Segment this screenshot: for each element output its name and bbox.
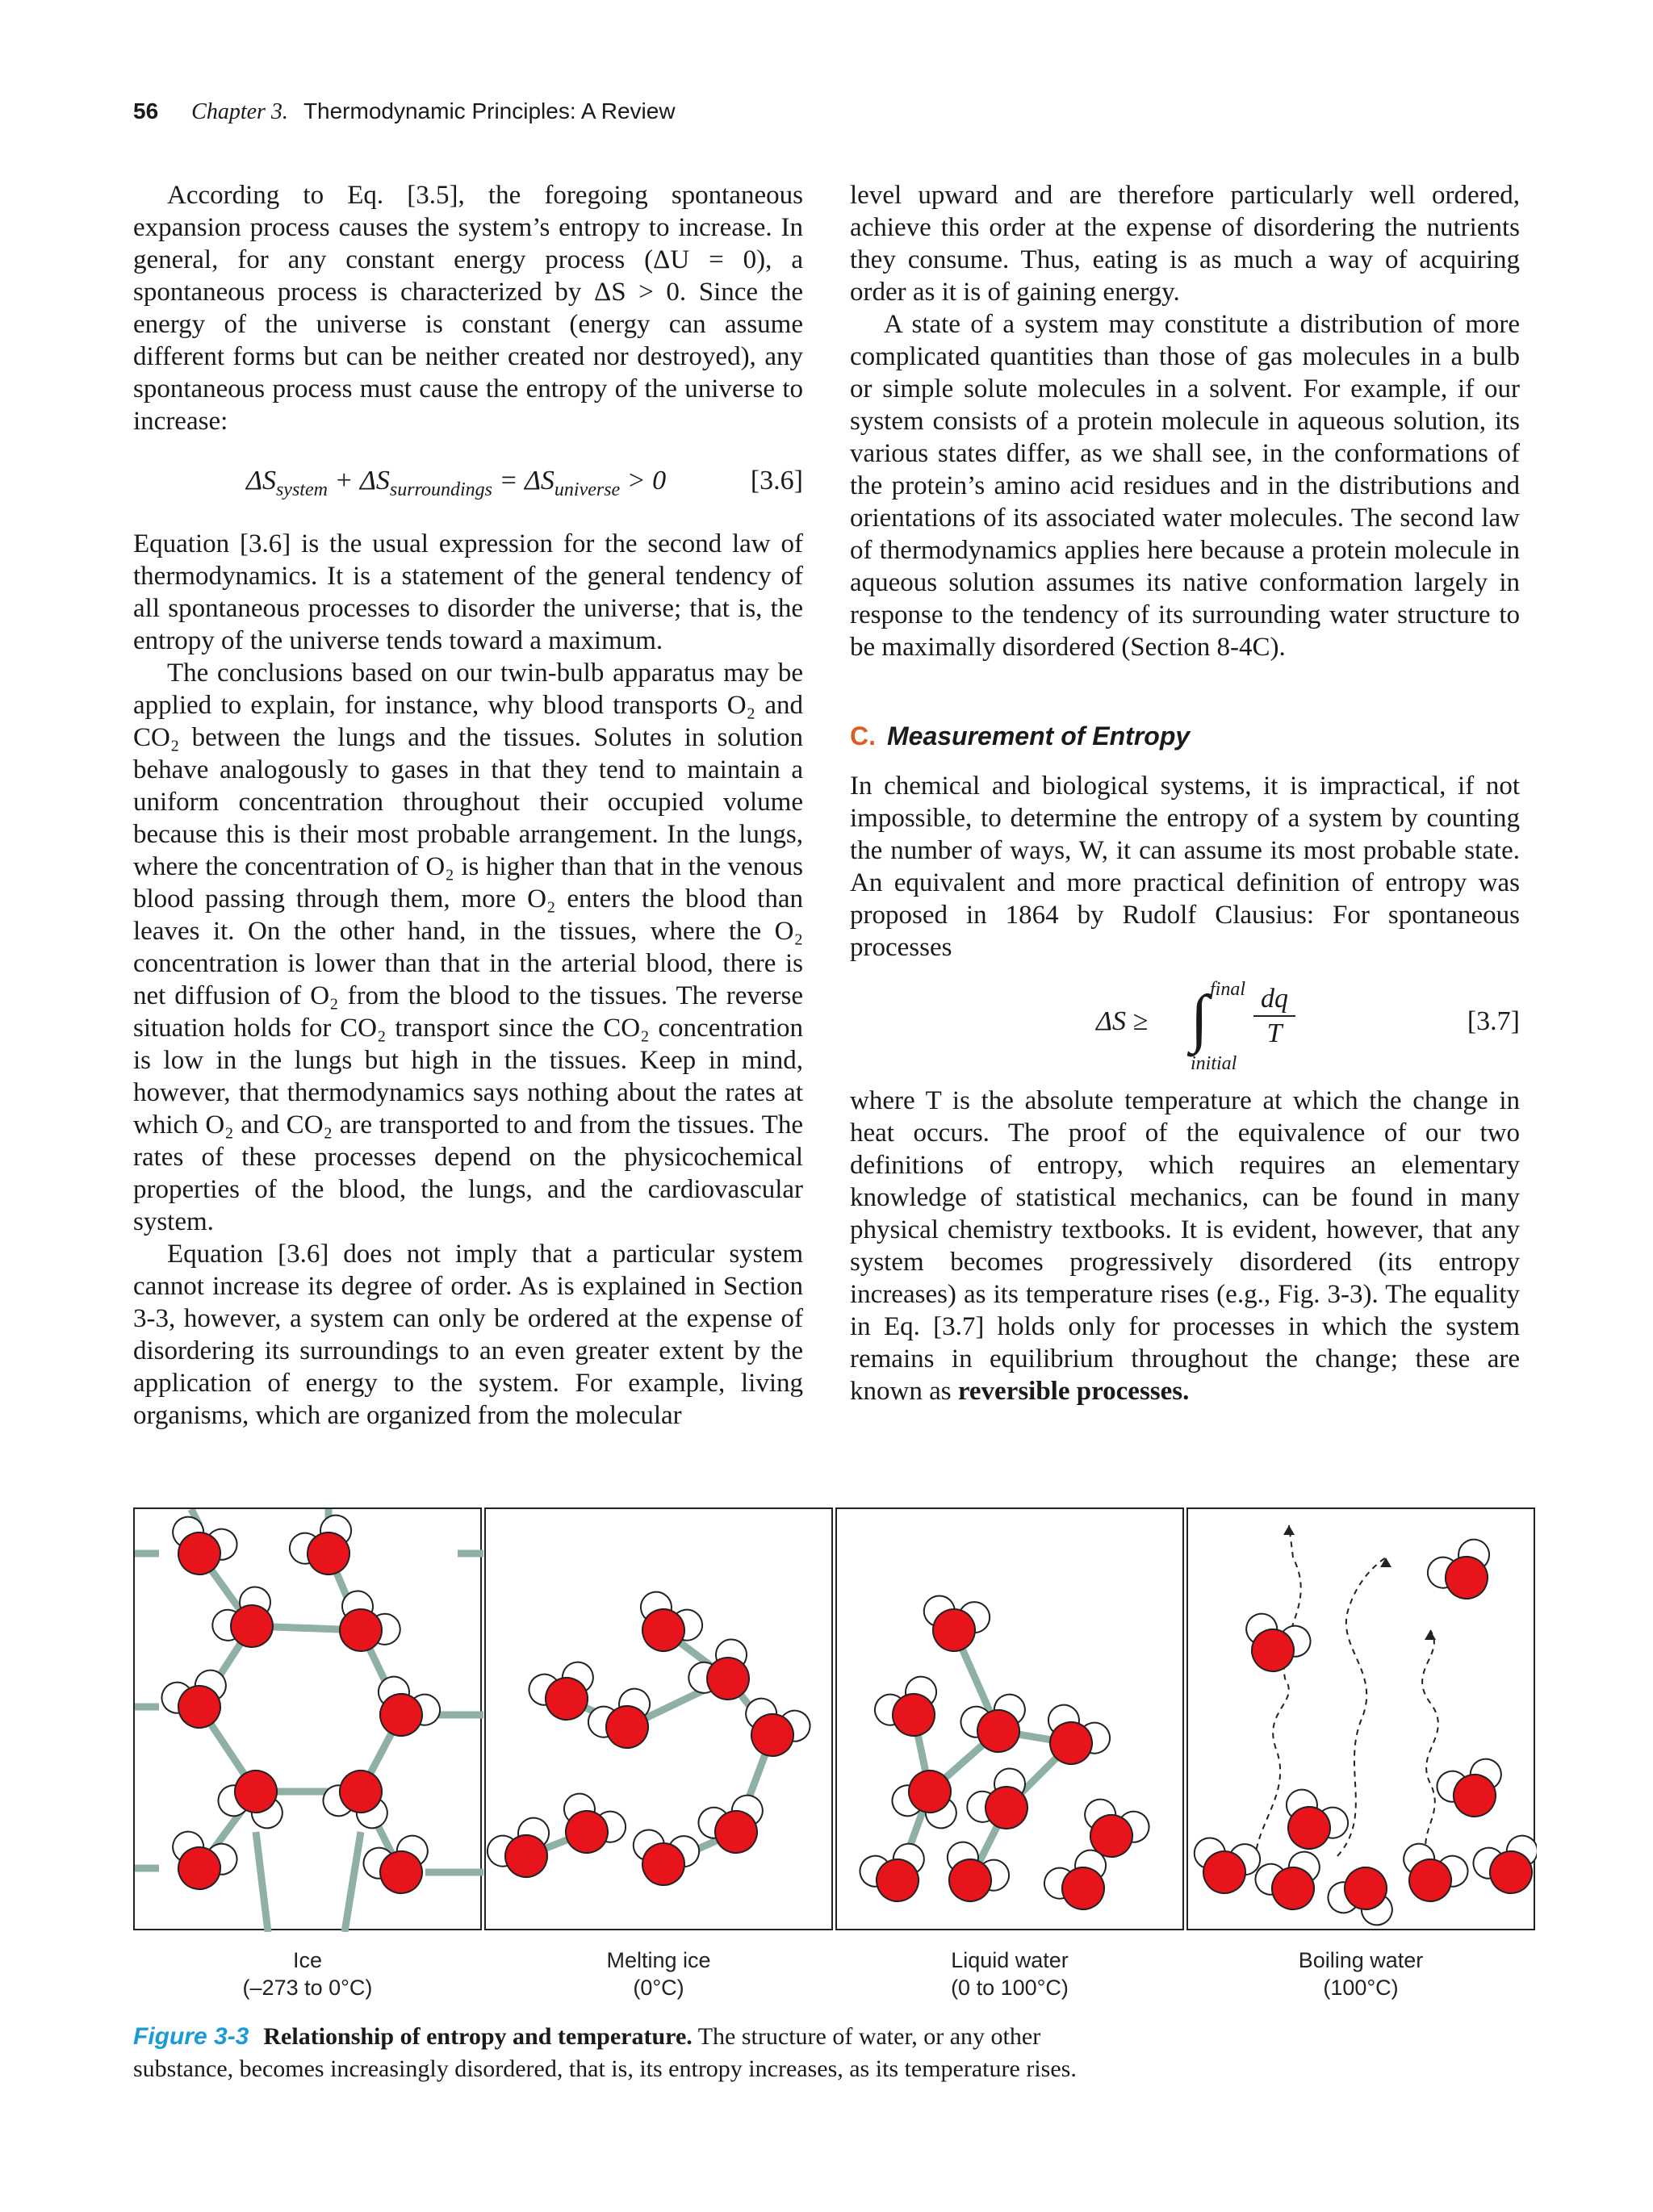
water-molecule [284, 1510, 368, 1588]
paragraph: where T is the absolute temperature at which the change in heat occurs. The proof of the equivalence of our two definitions of entropy, which requires an elementary knowledge of statistical mechanics, can be found in many physical chemistry textbooks. It is evident, however, that any system becomes progressively disordered (its entropy increases) as its temperature rises (e.g., Fig. 3-3). The equality in Eq. [3.7] holds only for processes in which the system remains in equilibrium throughout the change; these are known as reversible processes. [850, 1086, 1520, 1406]
water-molecule [359, 1831, 439, 1903]
figure-caption [133, 2021, 1134, 2085]
section-heading [850, 720, 1520, 752]
panel-ice [133, 1507, 482, 1930]
water-molecule [161, 1512, 241, 1584]
integral-lower-limit: initial [1191, 1053, 1237, 1074]
equation-3-6 [133, 460, 803, 510]
water-molecule [856, 1839, 935, 1911]
caption-label: Figure 3-3 [133, 2023, 249, 2050]
water-molecule [207, 1581, 291, 1664]
left-column [133, 179, 803, 1432]
water-molecule [627, 1827, 701, 1890]
chapter-title: Thermodynamic Principles: A Review [303, 98, 676, 123]
water-molecule [931, 1837, 1015, 1915]
panel-label: Melting ice (0°C) [606, 1948, 711, 2000]
ice-illustration [135, 1509, 483, 1932]
water-molecule [1188, 1835, 1262, 1898]
water-molecule [1324, 1858, 1404, 1930]
water-molecule [961, 1762, 1046, 1846]
water-molecule [956, 1690, 1036, 1762]
paragraph: According to Eq. [3.5], the foregoing spontaneous expansion process causes the system’s entropy to increase. In general, for any constant energy process (ΔU = 0), a spontaneous process is characterized by ΔS > 0. Since the energy of the universe is constant (energy can assume different forms but can be neither created nor destroyed), any spontaneous process must cause the entropy of the universe to increase: [133, 181, 803, 436]
water-molecule [486, 1813, 566, 1891]
arrowhead [1425, 1630, 1436, 1640]
dashed-arrow [1337, 1558, 1386, 1856]
paragraph: A state of a system may constitute a distribution of more complicated quantities than those of gas molecules in a bulb or simple solute molecules in a solvent. For example, if our system consists of a protein molecule in aqueous solution, its various states differ, as we shall see, in the conformations of the protein’s amino acid residues and in the distributions and orientations of its associated water molecules. The second law of thermodynamics applies here because a protein molecule in aqueous solution assumes its native conformation largely in response to the tendency of its surrounding water structure to be maximally disordered (Section 8-4C). [850, 310, 1520, 662]
water-molecule [583, 1683, 667, 1762]
water-molecule [869, 1671, 953, 1750]
panel-label: Ice (–273 to 0°C) [242, 1948, 373, 2000]
equation-number: [3.6] [750, 466, 803, 496]
boiling-water-illustration [1188, 1509, 1537, 1932]
arrowhead [1380, 1558, 1391, 1567]
panel-label: Liquid water (0 to 100°C) [951, 1948, 1069, 2000]
caption-text: The structure of water, or any other substance, becomes increasingly disordered, that is, its entropy increases, as its temperature rises. [133, 2023, 1077, 2082]
water-molecule [694, 1791, 774, 1863]
paragraph: In chemical and biological systems, it is impractical, if not impossible, to determine the entropy of a system by counting the number of ways, W, it can assume its most probable state. An equivalent and more practical definition of entropy was proposed in 1864 by Rudolf Clausius: For spontaneous processes [850, 771, 1520, 962]
equation-number: [3.7] [1467, 1006, 1520, 1036]
right-column [850, 179, 1520, 1407]
water-molecule [1392, 1839, 1472, 1911]
equation-3-7 [850, 978, 1520, 1074]
bold-term: reversible processes. [957, 1377, 1190, 1406]
integral-sign: ∫ [1191, 983, 1208, 1054]
caption-title: Relationship of entropy and temperature. [263, 2023, 693, 2050]
panel-melting-ice [484, 1507, 833, 1930]
hydrogen-bond [345, 1832, 361, 1932]
water-molecule [1469, 1831, 1537, 1903]
melting-ice-illustration [486, 1509, 835, 1932]
page-header [133, 98, 676, 125]
liquid-water-illustration [837, 1509, 1186, 1932]
section-title: Measurement of Entropy [887, 721, 1191, 751]
water-molecule [214, 1761, 294, 1833]
water-molecule [1251, 1847, 1331, 1919]
water-molecule [547, 1788, 631, 1867]
paragraph: Equation [3.6] is the usual expression for the second law of thermodynamics. It is a statement of the general tendency of all spontaneous processes to disorder the universe; that is, the entropy of the universe tends toward a maximum. [133, 529, 803, 655]
panel-label: Boiling water (100°C) [1298, 1948, 1424, 2000]
water-molecule [918, 1593, 992, 1656]
panel-boiling-water [1186, 1507, 1535, 1930]
water-molecule [161, 1827, 241, 1899]
paragraph: The conclusions based on our twin-bulb apparatus may be applied to explain, for instance, why blood transports O₂ and CO₂ between the lungs and the tissues. Solutes in solution behave analogously to gases in that they tend to maintain a uniform concentration throughout their occupied volume because this is their most probable arrangement. In the lungs, where the concentration of O₂ is higher than that in the venous blood passing through them, more O₂ enters the blood than leaves it. On the other hand, in the tissues, where the O₂ concentration is lower than that in the arterial blood, there is net diffusion of O₂ from the blood to the tissues. The reverse situation holds for CO₂ transport since the CO₂ concentration is low in the lungs but high in the tissues. Keep in mind, however, that thermodynamics says nothing about the rates at which O₂ and CO₂ are transported to and from the tissues. The rates of these processes depend on the physicochemical properties of the blood, the lungs, and the cardiovascular system. [133, 659, 803, 1236]
paragraph: Equation [3.6] does not imply that a particular system cannot increase its degree of order. As is explained in Section 3-3, however, a system can only be ordered at the expense of disordering its surroundings to an even greater extent by the application of energy to the system. For example, living organisms, which are organized from the molecular [133, 1240, 803, 1430]
panel-liquid-water [835, 1507, 1184, 1930]
water-molecule [1422, 1534, 1506, 1612]
water-molecule [1433, 1754, 1513, 1826]
hydrogen-bond [256, 1832, 268, 1932]
equation-lhs: ΔS ≥ [1096, 1006, 1149, 1036]
integral-upper-limit: final [1210, 979, 1246, 1000]
water-molecule [319, 1761, 399, 1833]
dashed-arrow [1422, 1630, 1438, 1864]
water-molecule [1270, 1784, 1354, 1863]
arrowhead [1283, 1525, 1295, 1535]
paragraph: level upward and are therefore particularly well ordered, achieve this order at the expense of disordering the nutrients they consume. Thus, eating is as much a way of acquiring order as it is of gaining energy. [850, 181, 1520, 307]
water-molecule [157, 1666, 237, 1737]
equation-body: $\Delta S_{system} + \Delta S_{surroundings} = \Delta S_{universe} > 0$ [246, 466, 667, 500]
fraction: $\frac{dq}{T}$ [1253, 983, 1295, 1051]
page-number: 56 [133, 98, 159, 123]
section-letter: C. [850, 721, 876, 751]
water-molecule [362, 1671, 446, 1750]
chapter-label: Chapter 3. [191, 99, 288, 124]
water-molecule [1235, 1609, 1315, 1681]
